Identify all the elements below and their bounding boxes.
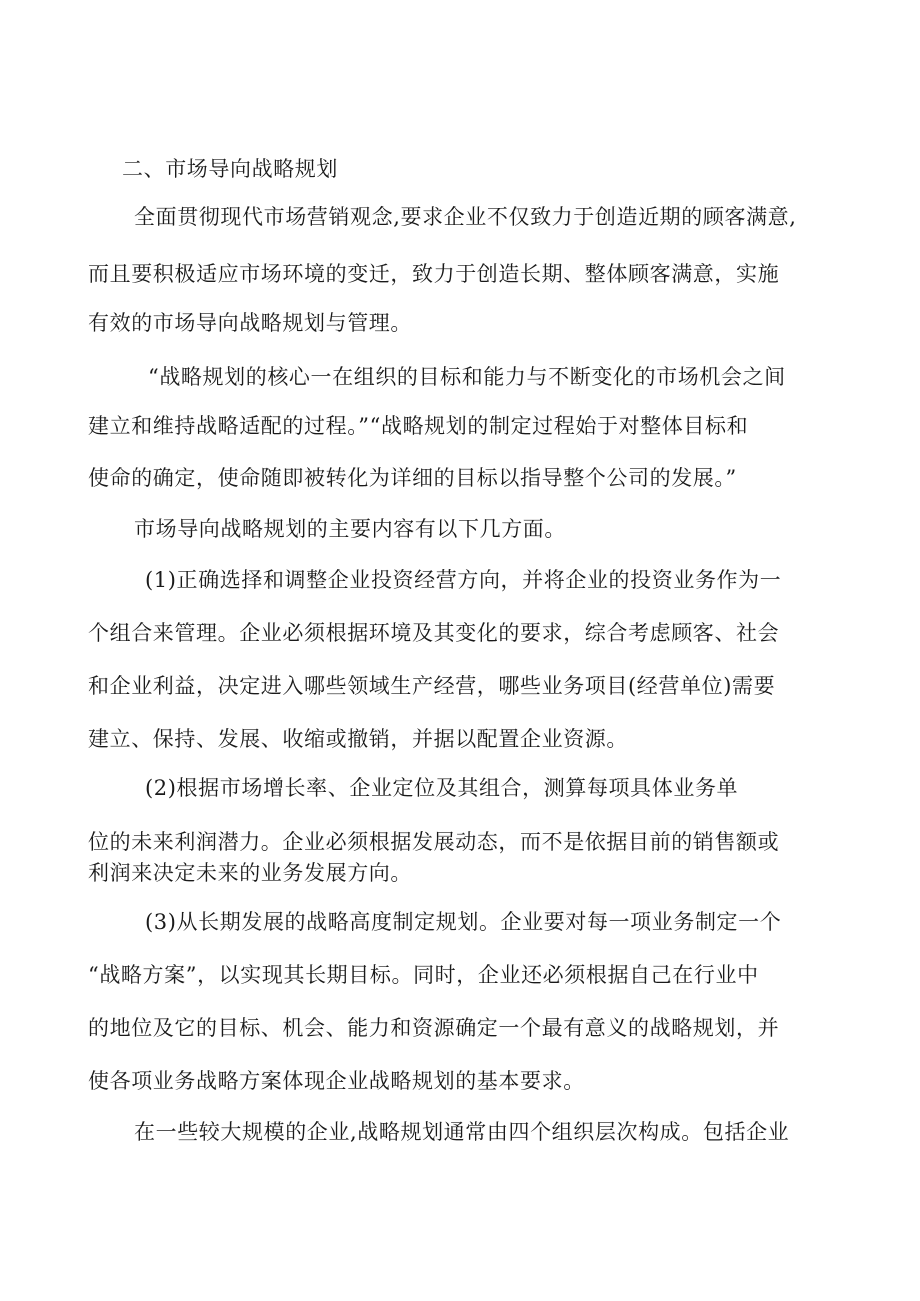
text-line: 和企业利益，决定进入哪些领域生产经营，哪些业务项目(经营单位)需要 [88, 674, 776, 698]
text-line: 建立和维持战略适配的过程。”“战略规划的制定过程始于对整体目标和 [88, 414, 749, 438]
text-line: 在一些较大规模的企业,战略规划通常由四个组织层次构成。包括企业 [134, 1120, 790, 1144]
text-line: (2)根据市场增长率、企业定位及其组合，测算每项具体业务单 [145, 776, 739, 800]
text-line: (1)正确选择和调整企业投资经营方向，并将企业的投资业务作为一 [145, 568, 782, 592]
section-heading: 二、市场导向战略规划 [122, 157, 338, 181]
text-line: 位的未来利润潜力。企业必须根据发展动态，而不是依据目前的销售额或 [88, 830, 780, 854]
text-line: 的地位及它的目标、机会、能力和资源确定一个最有意义的战略规划，并 [88, 1016, 780, 1040]
text-line: 全面贯彻现代市场营销观念,要求企业不仅致力于创造近期的顾客满意, [134, 205, 797, 229]
text-line: 建立、保持、发展、收缩或撤销，并据以配置企业资源。 [88, 727, 628, 751]
text-line: 而且要积极适应市场环境的变迁，致力于创造长期、整体顾客满意，实施 [88, 262, 780, 286]
text-line: 利润来决定未来的业务发展方向。 [88, 861, 412, 885]
text-line: 使命的确定，使命随即被转化为详细的目标以指导整个公司的发展。” [88, 466, 737, 490]
text-line: “战略方案”，以实现其长期目标。同时，企业还必须根据自己在行业中 [88, 963, 759, 987]
text-line: 有效的市场导向战略规划与管理。 [88, 311, 412, 335]
text-line: 个组合来管理。企业必须根据环境及其变化的要求，综合考虑顾客、社会 [88, 621, 780, 645]
text-line: “战略规划的核心一在组织的目标和能力与不断变化的市场机会之间 [148, 365, 786, 389]
text-line: (3)从长期发展的战略高度制定规划。企业要对每一项业务制定一个 [145, 910, 782, 934]
text-line: 市场导向战略规划的主要内容有以下几方面。 [134, 517, 566, 541]
text-line: 使各项业务战略方案体现企业战略规划的基本要求。 [88, 1069, 585, 1093]
